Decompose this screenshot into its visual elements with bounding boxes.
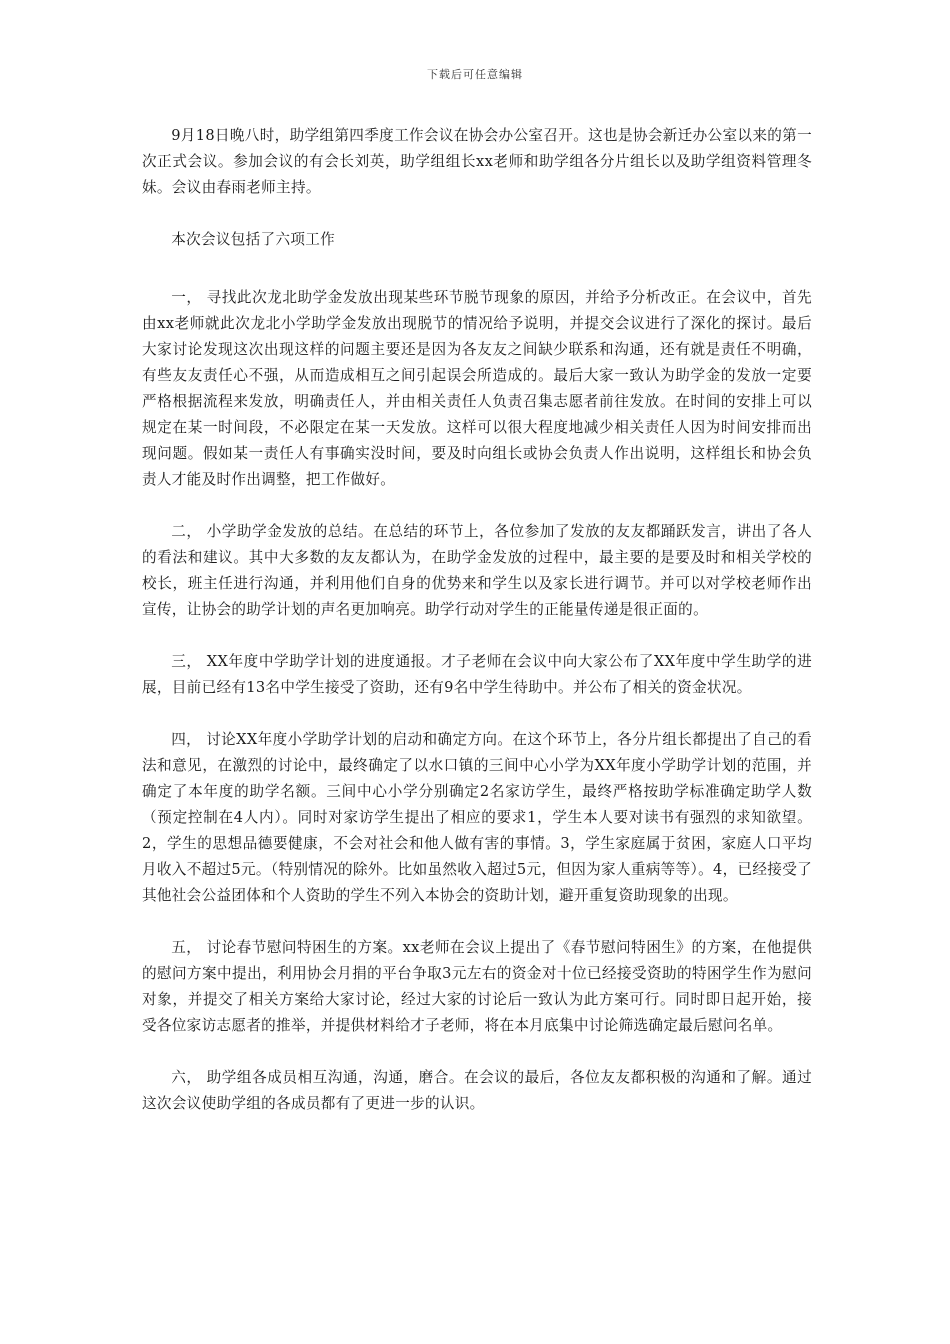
paragraph-item-4: 四， 讨论XX年度小学助学计划的启动和确定方向。在这个环节上，各分片组长都提出了自己的看法和意见，在激烈的讨论中，最终确定了以水口镇的三间中心小学为XX年度小学助学计划的范围，并确定了本年度的助学名额。三间中心小学分别确定2名家访学生，最终严格按助学标准确定助学人数（预定控制在4人内）。同时对家访学生提出了相应的要求1，学生本人要对读书有强烈的求知欲望。2，学生的思想品德要健康，不会对社会和他人做有害的事情。3，学生家庭属于贫困，家庭人口平均月收入不超过5元。（特别情况的除外。比如虽然收入超过5元，但因为家人重病等等）。4，已经接受了其他社会公益团体和个人资助的学生不列入本协会的资助计划，避开重复资助现象的出现。 xyxy=(142,731,812,904)
paragraph-agenda-intro: 本次会议包括了六项工作 xyxy=(171,231,336,248)
paragraph-meeting-summary: 9月18日晚八时，助学组第四季度工作会议在协会办公室召开。这也是协会新迁办公室以来的第一次正式会议。参加会议的有会长刘英，助学组组长xx老师和助学组各分片组长以及助学组资料管理冬妹。会议由春雨老师主持。 xyxy=(142,127,812,196)
paragraph-item-5: 五， 讨论春节慰问特困生的方案。xx老师在会议上提出了《春节慰问特困生》的方案，在他提供的慰问方案中提出，利用协会月捐的平台争取3元左右的资金对十位已经接受资助的特困学生作为慰问对象，并提交了相关方案给大家讨论，经过大家的讨论后一致认为此方案可行。同时即日起开始，接受各位家访志愿者的推举，并提供材料给才子老师，将在本月底集中讨论筛选确定最后慰问名单。 xyxy=(142,939,812,1034)
paragraph-item-6: 六， 助学组各成员相互沟通，沟通，磨合。在会议的最后，各位友友都积极的沟通和了解。通过这次会议使助学组的各成员都有了更进一步的认识。 xyxy=(142,1069,812,1112)
paragraph-item-2: 二， 小学助学金发放的总结。在总结的环节上，各位参加了发放的友友都踊跃发言，讲出了各人的看法和建议。其中大多数的友友都认为，在助学金发放的过程中，最主要的是要及时和相关学校的校长，班主任进行沟通，并利用他们自身的优势来和学生以及家长进行调节。并可以对学校老师作出宣传，让协会的助学计划的声名更加响亮。助学行动对学生的正能量传递是很正面的。 xyxy=(142,523,812,618)
paragraph-item-1: 一， 寻找此次龙北助学金发放出现某些环节脱节现象的原因，并给予分析改正。在会议中，首先由xx老师就此次龙北小学助学金发放出现脱节的情况给予说明，并提交会议进行了深化的探讨。最后大家讨论发现这次出现这样的问题主要还是因为各友友之间缺少联系和沟通，还有就是责任不明确，有些友友责任心不强，从而造成相互之间引起误会所造成的。最后大家一致认为助学金的发放一定要严格根据流程来发放，明确责任人，并由相关责任人负责召集志愿者前往发放。在时间的安排上可以规定在某一时间段，不必限定在某一天发放。这样可以很大程度地减少相关责任人因为时间安排而出现问题。假如某一责任人有事确实没时间，要及时向组长或协会负责人作出说明，这样组长和协会负责人才能及时作出调整，把工作做好。 xyxy=(142,289,812,488)
document-body xyxy=(142,123,812,1143)
header-note: 下载后可任意编辑 xyxy=(427,68,523,81)
paragraph-item-3: 三， XX年度中学助学计划的进度通报。才子老师在会议中向大家公布了XX年度中学生助学的进展，目前已经有13名中学生接受了资助，还有9名中学生待助中。并公布了相关的资金状况。 xyxy=(142,653,812,696)
